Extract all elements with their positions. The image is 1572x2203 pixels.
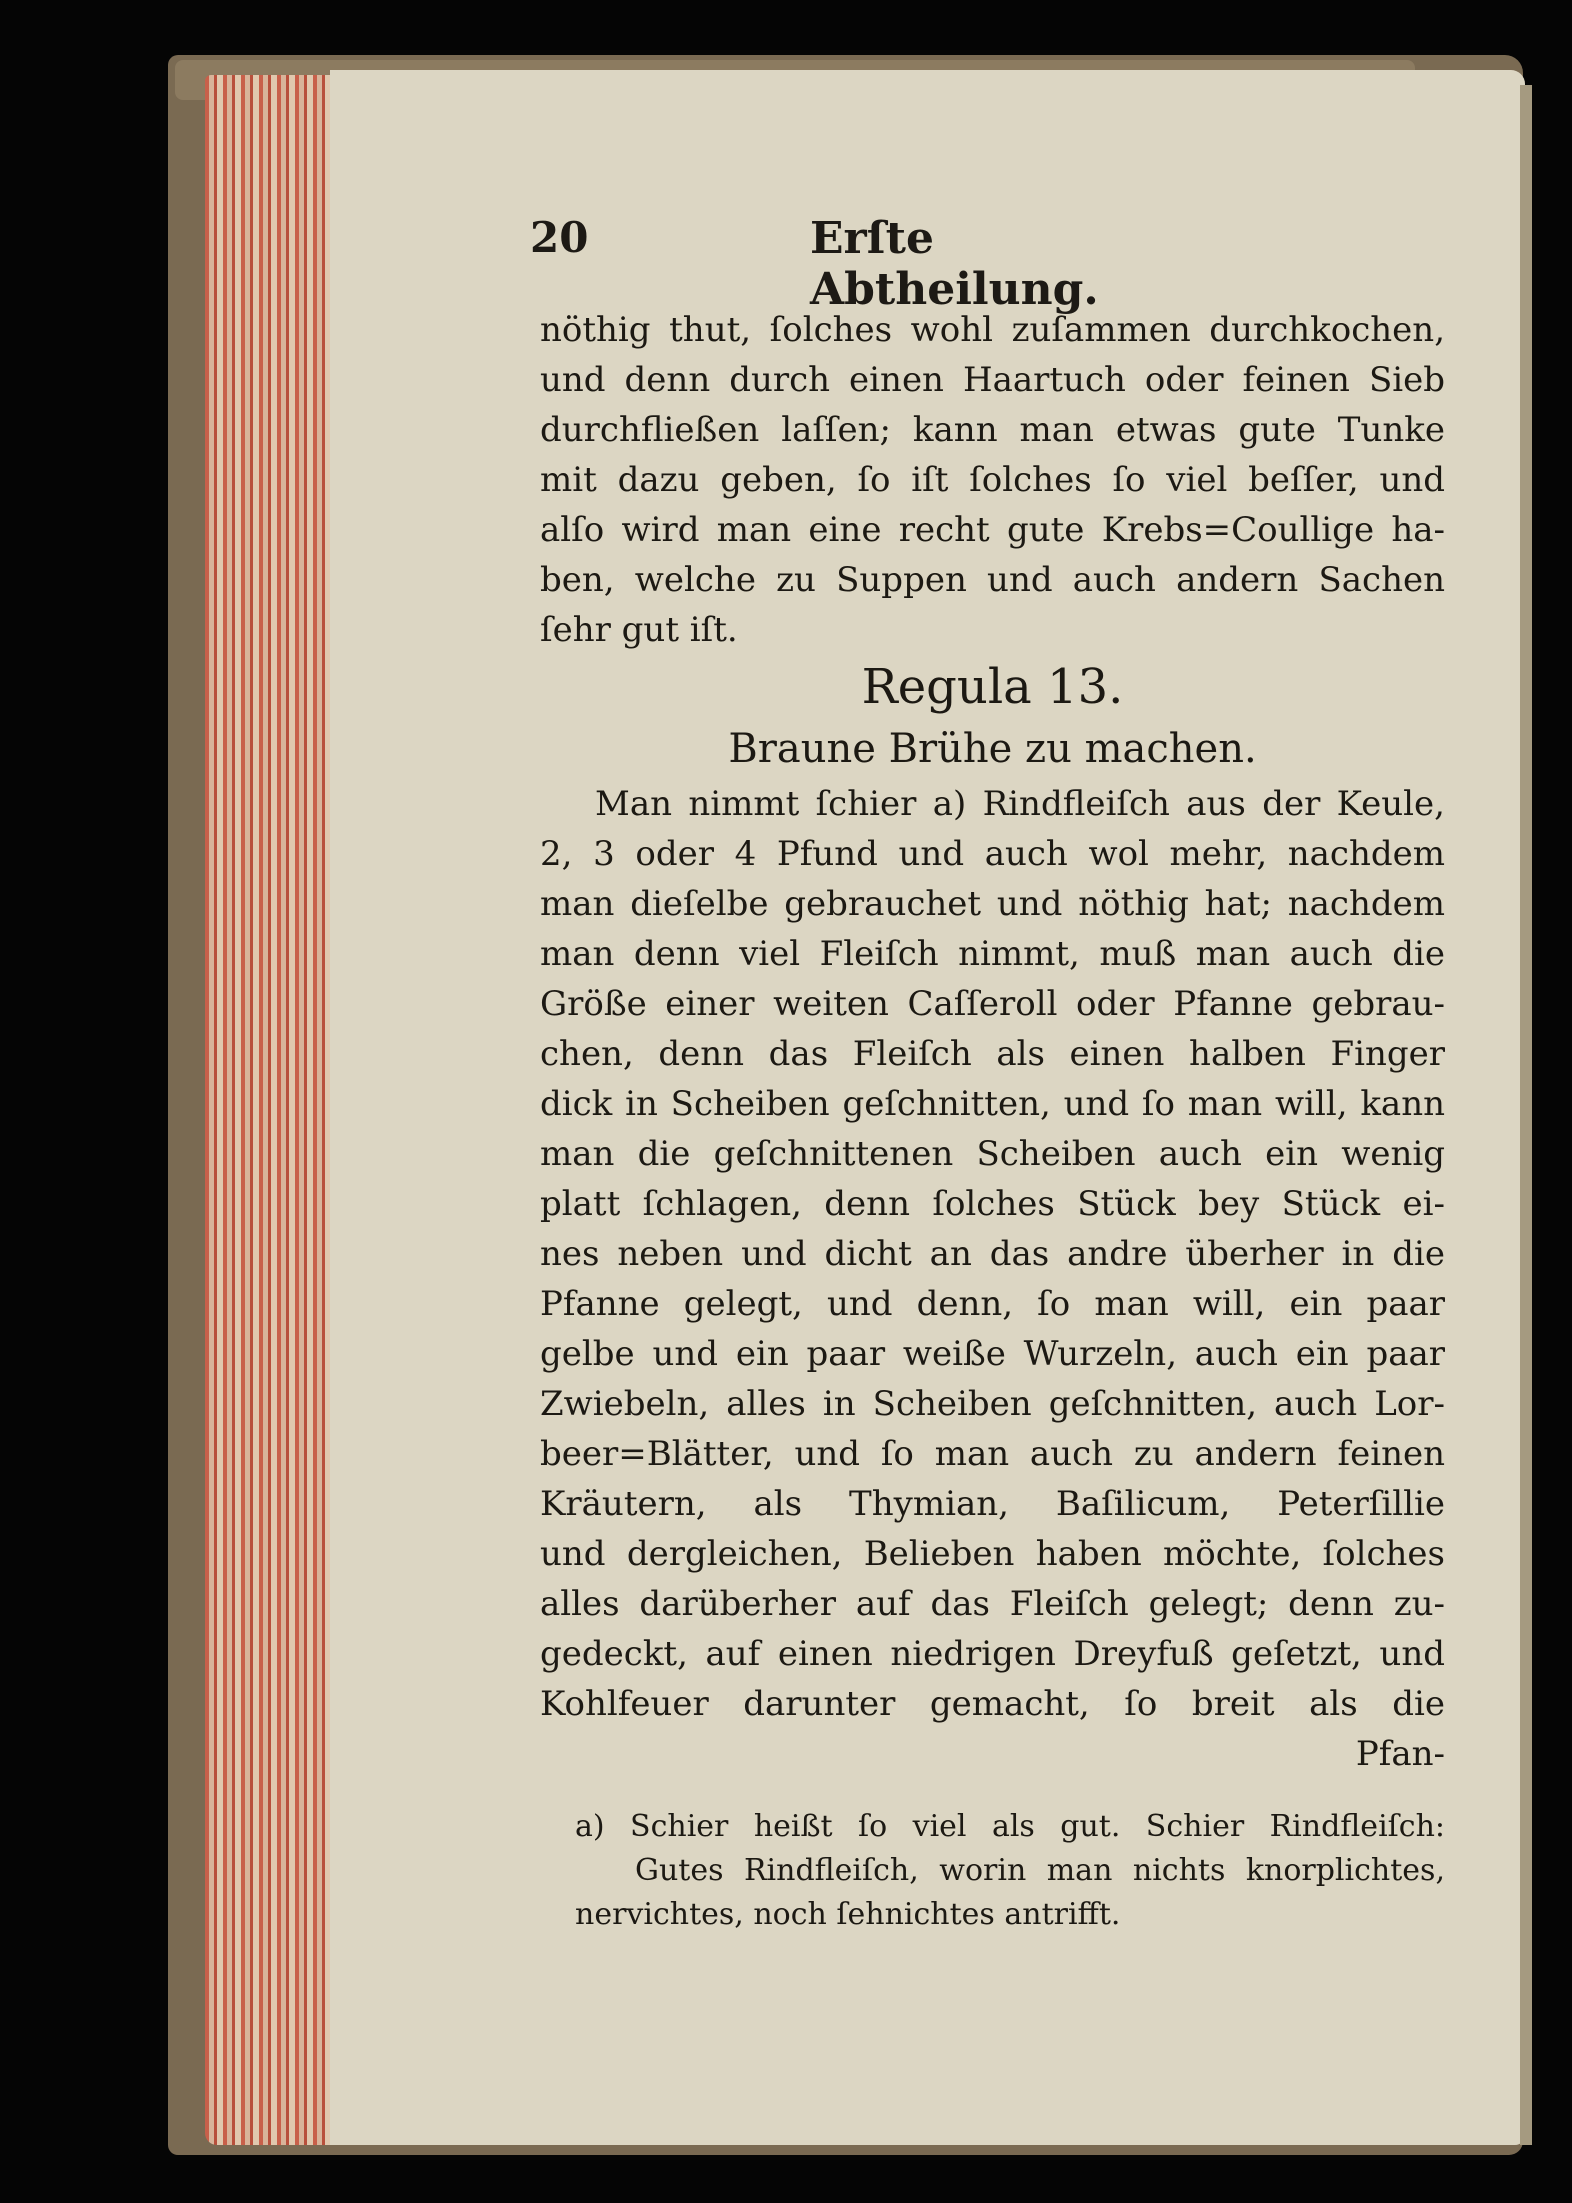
text-line: Pfanne gelegt, und denn, ſo man will, ein paar <box>540 1284 1445 1324</box>
page-gutter-shadow <box>1520 85 1532 2145</box>
page-header <box>530 205 1230 315</box>
page-number: 20 <box>530 213 589 262</box>
text-line: nes neben und dicht an das andre überher in die <box>540 1234 1445 1274</box>
text-line: gelbe und ein paar weiße Wurzeln, auch ein paar <box>540 1334 1445 1374</box>
regula-heading: Regula 13. <box>861 659 1124 715</box>
running-head: Erſte Abtheilung. <box>810 213 1099 315</box>
text-line: 2, 3 oder 4 Pfund und auch wol mehr, nachdem <box>540 834 1445 874</box>
text-line: chen, denn das Fleiſch als einen halben Finger <box>540 1034 1445 1074</box>
text-line: platt ſchlagen, denn ſolches Stück bey Stück ei- <box>540 1184 1445 1224</box>
text-line: dick in Scheiben geſchnitten, und ſo man will, kann <box>540 1084 1445 1124</box>
text-line: ſehr gut iſt. <box>540 610 738 650</box>
text-line: Größe einer weiten Caſſeroll oder Pfanne gebrau- <box>540 984 1445 1024</box>
text-line: Man nimmt ſchier a) Rindfleiſch aus der Keule, <box>595 784 1445 824</box>
text-line: Zwiebeln, alles in Scheiben geſchnitten, auch Lor- <box>540 1384 1445 1424</box>
footnote <box>575 1805 1445 1937</box>
footnote-line: Gutes Rindfleiſch, worin man nichts knorplichtes, <box>635 1853 1445 1888</box>
footnote-line: nervichtes, noch ſehnichtes antrifft. <box>575 1897 1121 1932</box>
text-line: ben, welche zu Suppen und auch andern Sachen <box>540 560 1445 600</box>
recipe-title: Braune Brühe zu machen. <box>728 726 1257 772</box>
text-line: gedeckt, auf einen niedrigen Dreyfuß geſetzt, und <box>540 1634 1445 1674</box>
catchword: Pfan- <box>1355 1734 1445 1774</box>
page-edges <box>205 75 335 2145</box>
text-line: Kräutern, als Thymian, Baſilicum, Peterſillie <box>540 1484 1445 1524</box>
text-line: beer=Blätter, und ſo man auch zu andern feinen <box>540 1434 1445 1474</box>
text-line: durchfließen laſſen; kann man etwas gute Tunke <box>540 410 1445 450</box>
text-line: alſo wird man eine recht gute Krebs=Coullige ha- <box>540 510 1445 550</box>
text-line: man denn viel Fleiſch nimmt, muß man auch die <box>540 934 1445 974</box>
text-line: Kohlfeuer darunter gemacht, ſo breit als die <box>540 1684 1445 1724</box>
text-line: mit dazu geben, ſo iſt ſolches ſo viel beſſer, und <box>540 460 1445 500</box>
text-line: und denn durch einen Haartuch oder feinen Sieb <box>540 360 1445 400</box>
main-text <box>540 305 1445 1779</box>
text-line: nöthig thut, ſolches wohl zuſammen durchkochen, <box>540 310 1445 350</box>
footnote-line: a) Schier heißt ſo viel als gut. Schier Rindfleiſch: <box>575 1809 1445 1844</box>
text-line: man die geſchnittenen Scheiben auch ein wenig <box>540 1134 1445 1174</box>
text-line: alles darüberher auf das Fleiſch gelegt; denn zu- <box>540 1584 1445 1624</box>
text-line: man dieſelbe gebrauchet und nöthig hat; nachdem <box>540 884 1445 924</box>
text-line: und dergleichen, Belieben haben möchte, ſolches <box>540 1534 1445 1574</box>
